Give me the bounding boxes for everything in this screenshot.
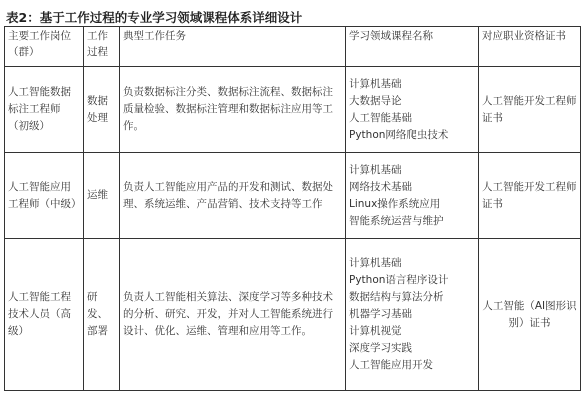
header-position: 主要工作岗位（群）	[5, 27, 84, 67]
tasks-cell: 负责人工智能相关算法、深度学习等多种技术的分析、研究、开发，并对人工智能系统进行设计、优化、运维、管理和应用等工作。	[120, 239, 346, 391]
course-item: 人工智能应用开发	[349, 359, 433, 371]
course-item: 智能系统运营与维护	[349, 214, 444, 227]
position-cell: 人工智能工程技术人员（高级）	[5, 239, 84, 391]
table-header-row	[5, 27, 581, 67]
course-item: Linux操作系统应用	[349, 197, 441, 210]
certificate-cell: 人工智能开发工程师证书	[479, 67, 581, 153]
position-cell: 人工智能应用工程师（中级）	[5, 153, 84, 239]
table-row	[5, 67, 581, 153]
header-certificate: 对应职业资格证书	[479, 27, 581, 67]
course-item: 机器学习基础	[349, 308, 412, 320]
courses-cell	[346, 153, 479, 239]
course-item: Python语言程序设计	[349, 274, 449, 286]
courses-cell	[346, 239, 479, 391]
tasks-cell: 负责数据标注分类、数据标注流程、数据标注质量检验、数据标注管理和数据标注应用等工作。	[120, 67, 346, 153]
certificate-cell: 人工智能开发工程师证书	[479, 153, 581, 239]
course-item: 网络技术基础	[349, 180, 412, 193]
course-item: 计算机基础	[349, 77, 402, 90]
header-tasks: 典型工作任务	[120, 27, 346, 67]
course-item: 数据结构与算法分析	[349, 291, 444, 303]
position-cell: 人工智能数据标注工程师（初级）	[5, 67, 84, 153]
process-cell: 数据处理	[84, 67, 120, 153]
certificate-cell: 人工智能（AI图形识别）证书	[479, 239, 581, 391]
course-item: Python网络爬虫技术	[349, 128, 449, 141]
table-row	[5, 153, 581, 239]
process-cell: 研发、部署	[84, 239, 120, 391]
course-item: 计算机基础	[349, 257, 402, 269]
courses-cell	[346, 67, 479, 153]
course-item: 大数据导论	[349, 94, 402, 107]
table-caption: 表2：基于工作过程的专业学习领域课程体系详细设计	[6, 10, 303, 25]
course-design-table	[4, 26, 581, 391]
course-item: 计算机视觉	[349, 325, 402, 337]
tasks-cell: 负责人工智能应用产品的开发和测试、数据处理、系统运维、产品营销、技术支持等工作	[120, 153, 346, 239]
course-item: 深度学习实践	[349, 342, 412, 354]
header-courses: 学习领域课程名称	[346, 27, 479, 67]
course-item: 人工智能基础	[349, 111, 412, 124]
table-row	[5, 239, 581, 391]
header-process: 工作过程	[84, 27, 120, 67]
course-item: 计算机基础	[349, 163, 402, 176]
process-cell: 运维	[84, 153, 120, 239]
